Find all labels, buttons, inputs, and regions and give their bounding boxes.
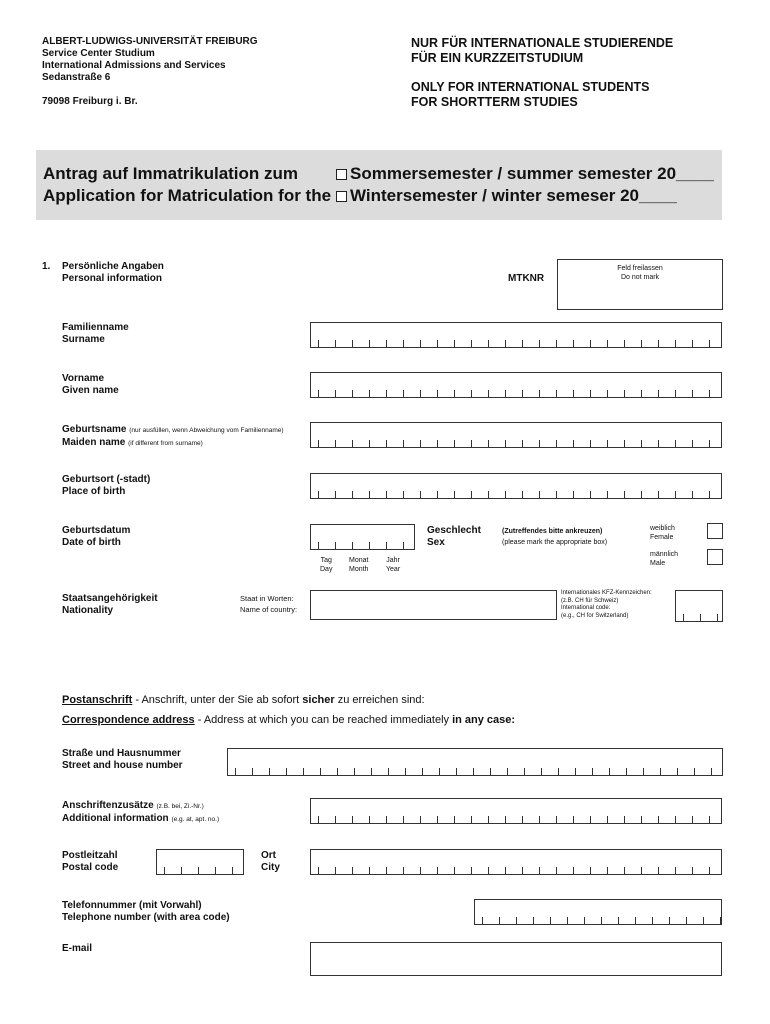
label-de: Postleitzahl (62, 850, 118, 861)
label-en: Nationality (62, 605, 114, 616)
heading-de: Postanschrift (62, 694, 133, 706)
label-de: Anschriftenzusätze (62, 800, 154, 811)
section-number: 1. (42, 261, 51, 272)
summer-semester-label: Sommersemester / summer semester 20____ (350, 164, 714, 183)
address-line: Sedanstraße 6 (42, 72, 111, 83)
heading-en: Correspondence address (62, 714, 195, 726)
heading-text: - Anschrift, unter der Sie ab sofort (132, 694, 303, 706)
country-caption (240, 593, 297, 615)
label-de: Ort (261, 850, 276, 861)
maiden-name-field[interactable] (310, 422, 722, 448)
address-line: Service Center Studium (42, 48, 155, 59)
date-of-birth-label (62, 525, 130, 549)
caption-en: Year (386, 566, 401, 573)
postal-address-heading (62, 693, 425, 707)
correspondence-address-heading (62, 713, 515, 727)
label-de: Familienname (62, 322, 129, 333)
section-title-en: Personal information (62, 273, 163, 284)
caption-line: (z.B. CH für Schweiz) (561, 597, 619, 604)
nationality-field[interactable] (310, 590, 557, 620)
telephone-label (62, 900, 230, 924)
country-code-field[interactable] (675, 590, 723, 622)
label-en: Place of birth (62, 486, 126, 497)
postal-code-field[interactable] (156, 849, 244, 875)
instruction-de: (Zutreffendes bitte ankreuzen) (502, 528, 603, 535)
label-de: Geschlecht (427, 525, 481, 536)
label-de: Straße und Hausnummer (62, 748, 181, 759)
heading-text: - Address at which you can be reached immediately (194, 714, 453, 726)
email-label: E-mail (62, 943, 93, 954)
female-checkbox[interactable] (707, 523, 723, 539)
label-de: Geburtsdatum (62, 525, 131, 536)
nationality-label (62, 593, 158, 617)
label-en: Male (650, 560, 666, 567)
section-title (62, 261, 164, 285)
label-de: Geburtsort (-stadt) (62, 474, 151, 485)
maiden-name-label (62, 424, 284, 450)
caption-line: International code: (561, 605, 611, 611)
given-name-field[interactable] (310, 372, 722, 398)
label-de: Staatsangehörigkeit (62, 593, 158, 604)
title-en: Application for Matriculation for the (43, 186, 332, 205)
label-en: City (261, 862, 280, 873)
label-en: Date of birth (62, 537, 121, 548)
city-field[interactable] (310, 849, 722, 875)
instruction-en: (please mark the appropriate box) (502, 539, 608, 546)
heading-emphasis: sicher (302, 694, 335, 706)
winter-semester-checkbox[interactable] (336, 191, 347, 202)
title-de: Antrag auf Immatrikulation zum (43, 164, 299, 183)
label-en-note: (if different from surname) (128, 440, 203, 447)
male-checkbox[interactable] (707, 549, 723, 565)
caption-en: Day (320, 566, 333, 573)
summer-semester-checkbox[interactable] (336, 169, 347, 180)
notice-line: FÜR EIN KURZZEITSTUDIUM (411, 51, 584, 65)
sex-instruction (502, 527, 607, 547)
additional-info-field[interactable] (310, 798, 722, 824)
month-caption (349, 556, 368, 574)
caption-en: Name of country: (240, 605, 298, 614)
label-de-note: (nur ausfüllen, wenn Abweichung vom Familienname) (129, 427, 284, 434)
label-en: Postal code (62, 862, 119, 873)
notice-line: NUR FÜR INTERNATIONALE STUDIERENDE (411, 36, 674, 50)
notice-line: ONLY FOR INTERNATIONAL STUDENTS (411, 80, 650, 94)
caption-de: Jahr (386, 557, 400, 564)
label-de: männlich (650, 551, 679, 558)
place-of-birth-label (62, 474, 150, 498)
mtknr-label: MTKNR (508, 273, 545, 284)
heading-tail: zu erreichen sind: (334, 694, 425, 706)
country-code-caption (561, 590, 652, 620)
summer-semester-option[interactable] (336, 163, 714, 185)
office-note-en: Do not mark (620, 274, 660, 281)
label-en: Telephone number (with area code) (62, 912, 230, 923)
caption-en: Month (349, 566, 369, 573)
label-en: Additional information (62, 813, 169, 824)
label-en: Street and house number (62, 760, 183, 771)
street-field[interactable] (227, 748, 723, 776)
label-en: Female (650, 534, 674, 541)
audience-notice (411, 36, 673, 110)
caption-de: Monat (349, 557, 369, 564)
year-caption (386, 556, 400, 574)
address-line: International Admissions and Services (42, 60, 226, 71)
label-en: Sex (427, 537, 445, 548)
notice-line: FOR SHORTTERM STUDIES (411, 95, 578, 109)
street-label (62, 748, 183, 772)
address-city: 79098 Freiburg i. Br. (42, 96, 138, 107)
winter-semester-option[interactable] (336, 185, 677, 207)
label-de: Telefonnummer (mit Vorwahl) (62, 900, 202, 911)
address-line: ALBERT-LUDWIGS-UNIVERSITÄT FREIBURG (42, 36, 258, 47)
additional-info-label (62, 800, 219, 826)
label-de-note: (z.B. bei, Zi.-Nr.) (156, 803, 204, 810)
male-label (650, 550, 678, 568)
label-en-note: (e.g. at, apt. no.) (171, 816, 220, 823)
postal-code-label (62, 850, 118, 874)
winter-semester-label: Wintersemester / winter semeser 20____ (350, 186, 677, 205)
caption-line: (e.g., CH for Switzerland) (561, 612, 629, 619)
label-de: Geburtsname (62, 424, 127, 435)
telephone-field[interactable] (474, 899, 722, 925)
university-address (42, 36, 258, 108)
surname-field[interactable] (310, 322, 722, 348)
office-note-de: Feld freilassen (617, 265, 663, 272)
day-caption (320, 556, 332, 574)
label-en: Maiden name (62, 437, 126, 448)
surname-label (62, 322, 129, 346)
place-of-birth-field[interactable] (310, 473, 722, 499)
caption-de: Staat in Worten: (240, 594, 294, 603)
female-label (650, 524, 675, 542)
office-use-box (557, 259, 723, 310)
heading-emphasis: in any case: (452, 714, 516, 726)
given-name-label (62, 373, 119, 397)
label-en: Given name (62, 385, 119, 396)
email-field[interactable] (310, 942, 722, 976)
caption-line: Internationales KFZ-Kennzeichen: (561, 590, 652, 596)
label-de: weiblich (650, 525, 675, 532)
date-of-birth-field[interactable] (310, 524, 415, 550)
section-title-de: Persönliche Angaben (62, 261, 164, 272)
label-en: Surname (62, 334, 105, 345)
sex-label (427, 525, 481, 549)
city-label (261, 850, 280, 874)
caption-de: Tag (320, 557, 332, 564)
label-de: Vorname (62, 373, 105, 384)
